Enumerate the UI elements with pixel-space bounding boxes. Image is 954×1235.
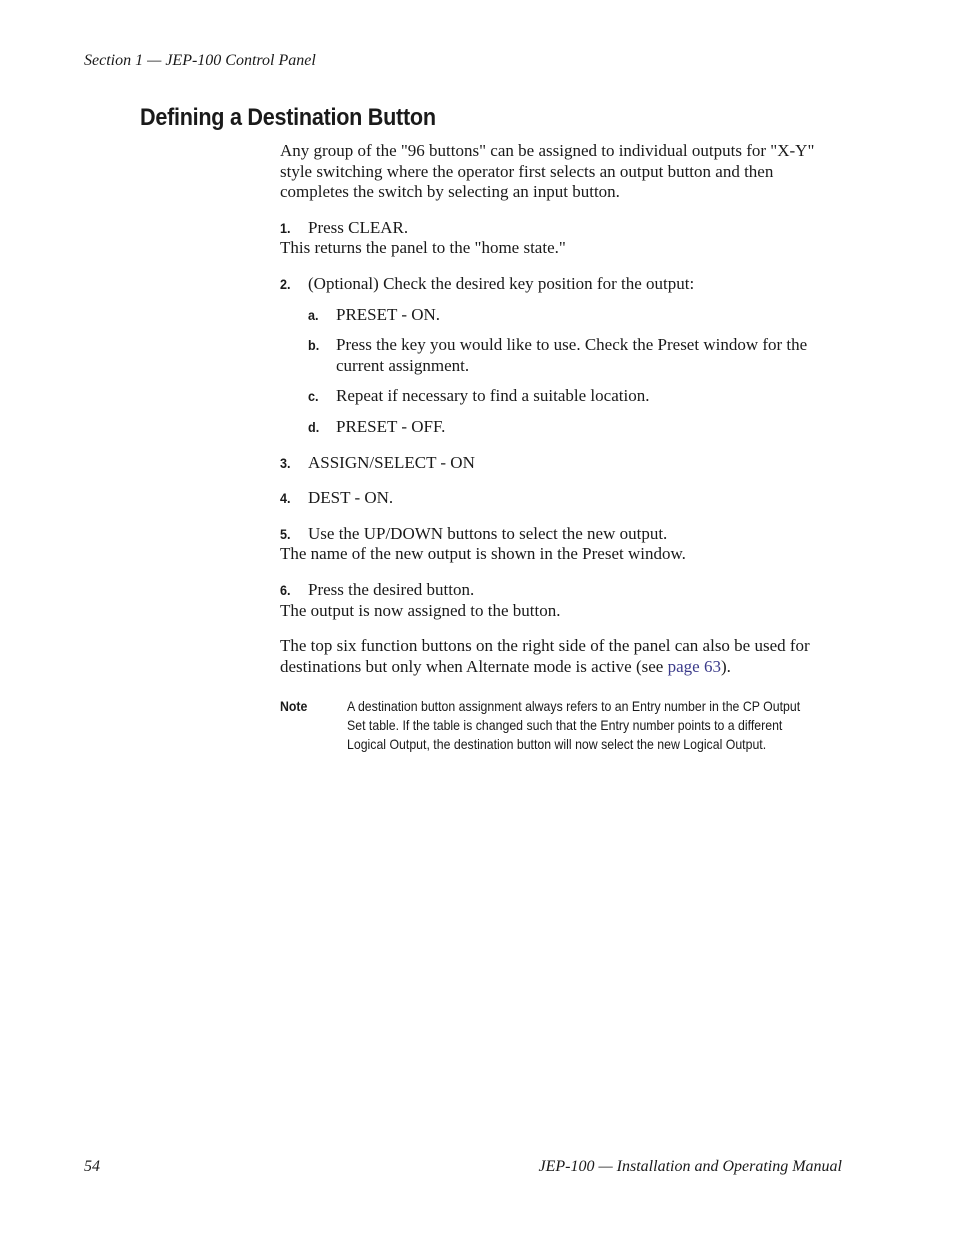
substep-text: PRESET - OFF.: [336, 416, 446, 436]
closing-text-before: The top six function buttons on the right side of the panel can also be used for destinations but only when Alternate mode is active (see: [280, 636, 810, 676]
substep-letter: c.: [308, 388, 319, 405]
substep-text: PRESET - ON.: [336, 304, 441, 324]
substep-letter: d.: [308, 418, 320, 435]
step-text: (Optional) Check the desired key position for the output:: [308, 273, 695, 293]
note-text: A destination button assignment always refers to an Entry number in the CP Output Set table. If the table is changed such that the Entry number points to a different Logical Output, the destination button will now select the new Logical Output.: [347, 698, 801, 753]
section-title: Defining a Destination Button: [140, 104, 436, 131]
step-text: Press the desired button.: [308, 579, 475, 599]
closing-text-after: ).: [720, 656, 731, 676]
step-5: [280, 524, 842, 565]
substep-c: [308, 386, 842, 407]
step-3: [280, 453, 842, 474]
step-note: This returns the panel to the "home state.": [280, 238, 566, 258]
substep-list: [308, 305, 842, 438]
step-text: Use the UP/DOWN buttons to select the new output.: [308, 523, 668, 543]
step-number: 2.: [280, 275, 291, 292]
step-2: [280, 274, 842, 438]
step-number: 3.: [280, 454, 291, 471]
step-note: The output is now assigned to the button.: [280, 600, 561, 620]
substep-d: [308, 417, 842, 438]
substep-text: Repeat if necessary to find a suitable location.: [336, 386, 650, 406]
step-number: 6.: [280, 581, 291, 598]
substep-a: [308, 305, 842, 326]
step-note: The name of the new output is shown in the Preset window.: [280, 544, 686, 564]
step-number: 1.: [280, 219, 291, 236]
step-number: 5.: [280, 525, 291, 542]
note-label: Note: [280, 698, 308, 715]
step-text: DEST - ON.: [308, 488, 394, 508]
substep-letter: a.: [308, 306, 319, 323]
intro-paragraph: Any group of the "96 buttons" can be assigned to individual outputs for "X-Y" style switching where the operator first selects an output button and then completes the switch by selecting an input button.: [280, 141, 815, 202]
page-reference-link[interactable]: page 63: [667, 656, 721, 676]
closing-paragraph: [280, 636, 842, 677]
step-number: 4.: [280, 490, 291, 507]
substep-text: Press the key you would like to use. Check the Preset window for the current assignment.: [336, 335, 808, 375]
substep-letter: b.: [308, 337, 320, 354]
running-header: Section 1 — JEP-100 Control Panel: [84, 52, 316, 69]
step-text: Press CLEAR.: [308, 217, 409, 237]
note-block: [280, 697, 842, 754]
substep-b: [308, 335, 842, 376]
footer-page-number: 54: [84, 1158, 100, 1175]
step-4: [280, 488, 842, 509]
step-text: ASSIGN/SELECT - ON: [308, 452, 475, 472]
step-6: [280, 580, 842, 621]
footer-manual-title: JEP-100 — Installation and Operating Manual: [538, 1158, 842, 1175]
main-content: [280, 141, 842, 754]
step-1: [280, 218, 842, 259]
